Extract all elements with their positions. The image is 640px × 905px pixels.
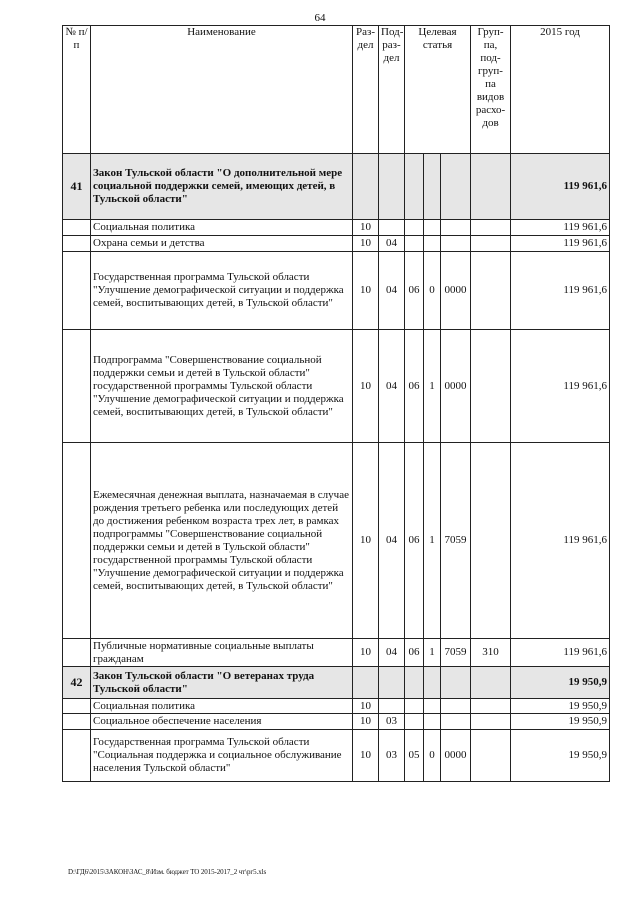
- row-expense-type: 310: [471, 639, 511, 667]
- header-row: [63, 26, 610, 154]
- table-row: [63, 443, 610, 639]
- row-number: 41: [63, 154, 91, 220]
- row-amount: 119 961,6: [511, 236, 610, 252]
- row-number: [63, 699, 91, 714]
- table-row: [63, 730, 610, 782]
- row-target-program: [405, 699, 424, 714]
- row-target-program: [405, 236, 424, 252]
- row-name: Государственная программа Тульской области "Улучшение демографической ситуации и поддержка семей, воспитывающих детей, в Тульской области": [91, 252, 353, 330]
- header-year: 2015 год: [511, 26, 610, 154]
- row-target-program: [405, 220, 424, 236]
- row-target-subprogram: 0: [424, 730, 441, 782]
- row-target-code: 7059: [441, 639, 471, 667]
- table-row: [63, 699, 610, 714]
- table-row: [63, 639, 610, 667]
- row-target-subprogram: [424, 220, 441, 236]
- row-expense-type: [471, 330, 511, 443]
- row-target-subprogram: [424, 714, 441, 730]
- row-number: [63, 330, 91, 443]
- row-amount: 19 950,9: [511, 667, 610, 699]
- row-subsection: [379, 154, 405, 220]
- row-name: Социальная политика: [91, 220, 353, 236]
- row-expense-type: [471, 236, 511, 252]
- row-target-program: 06: [405, 639, 424, 667]
- law-row: [63, 667, 610, 699]
- row-name: Ежемесячная денежная выплата, назначаемая в случае рождения третьего ребенка или последующих детей до достижения ребенком возраста трех лет, в рамках подпрограммы "Совершенствование социальной поддержки семьи и детей в Тульской области" государственной программы Тульской области "Улучшение демографической ситуации и поддержка семей, воспитывающих детей, в Тульской области": [91, 443, 353, 639]
- law-row: [63, 154, 610, 220]
- row-section: 10: [353, 220, 379, 236]
- row-target-code: 7059: [441, 443, 471, 639]
- row-subsection: 03: [379, 730, 405, 782]
- row-section: [353, 154, 379, 220]
- row-subsection: 04: [379, 236, 405, 252]
- row-expense-type: [471, 154, 511, 220]
- row-subsection: 03: [379, 714, 405, 730]
- row-section: 10: [353, 699, 379, 714]
- row-amount: 119 961,6: [511, 220, 610, 236]
- row-target-code: 0000: [441, 252, 471, 330]
- row-target-code: [441, 154, 471, 220]
- table-row: [63, 252, 610, 330]
- row-section: 10: [353, 443, 379, 639]
- row-amount: 119 961,6: [511, 443, 610, 639]
- row-name: Публичные нормативные социальные выплаты гражданам: [91, 639, 353, 667]
- row-number: [63, 252, 91, 330]
- row-target-program: [405, 154, 424, 220]
- row-section: 10: [353, 252, 379, 330]
- row-subsection: [379, 667, 405, 699]
- row-number: [63, 730, 91, 782]
- table-row: [63, 330, 610, 443]
- row-amount: 119 961,6: [511, 639, 610, 667]
- row-number: [63, 220, 91, 236]
- budget-table: [62, 25, 610, 782]
- row-number: [63, 236, 91, 252]
- row-expense-type: [471, 443, 511, 639]
- header-target: Целевая статья: [405, 26, 471, 154]
- row-section: [353, 667, 379, 699]
- header-section: Раз- дел: [353, 26, 379, 154]
- row-target-code: 0000: [441, 730, 471, 782]
- row-expense-type: [471, 730, 511, 782]
- row-target-code: [441, 699, 471, 714]
- header-group: Груп- па, под- груп- па видов расхо- дов: [471, 26, 511, 154]
- row-target-program: 06: [405, 330, 424, 443]
- row-section: 10: [353, 714, 379, 730]
- row-name: Социальное обеспечение населения: [91, 714, 353, 730]
- row-section: 10: [353, 330, 379, 443]
- row-target-program: 05: [405, 730, 424, 782]
- row-subsection: 04: [379, 443, 405, 639]
- table-row: [63, 236, 610, 252]
- row-target-program: 06: [405, 443, 424, 639]
- row-target-program: [405, 667, 424, 699]
- row-number: [63, 443, 91, 639]
- row-amount: 19 950,9: [511, 699, 610, 714]
- row-target-code: [441, 667, 471, 699]
- row-amount: 119 961,6: [511, 154, 610, 220]
- row-section: 10: [353, 730, 379, 782]
- row-subsection: 04: [379, 330, 405, 443]
- row-name: Закон Тульской области "О ветеранах труда Тульской области": [91, 667, 353, 699]
- row-target-code: [441, 236, 471, 252]
- row-target-subprogram: 0: [424, 252, 441, 330]
- row-subsection: [379, 220, 405, 236]
- table-row: [63, 714, 610, 730]
- page-number: 64: [314, 12, 326, 24]
- row-target-subprogram: [424, 154, 441, 220]
- row-expense-type: [471, 220, 511, 236]
- row-name: Подпрограмма "Совершенствование социальной поддержки семьи и детей в Тульской области" государственной программы Тульской области "Улучшение демографической ситуации и поддержка семей, воспитывающих детей, в Тульской области": [91, 330, 353, 443]
- row-name: Социальная политика: [91, 699, 353, 714]
- table-row: [63, 220, 610, 236]
- row-target-program: [405, 714, 424, 730]
- row-name: Закон Тульской области "О дополнительной мере социальной поддержки семей, имеющих детей, в Тульской области": [91, 154, 353, 220]
- row-target-subprogram: 1: [424, 443, 441, 639]
- row-number: [63, 714, 91, 730]
- row-amount: 119 961,6: [511, 252, 610, 330]
- row-target-code: [441, 220, 471, 236]
- row-target-program: 06: [405, 252, 424, 330]
- header-subsection: Под- раз- дел: [379, 26, 405, 154]
- table-body: [63, 154, 610, 782]
- row-target-subprogram: [424, 667, 441, 699]
- row-target-subprogram: [424, 236, 441, 252]
- row-expense-type: [471, 252, 511, 330]
- row-amount: 19 950,9: [511, 714, 610, 730]
- row-number: [63, 639, 91, 667]
- row-number: 42: [63, 667, 91, 699]
- row-section: 10: [353, 236, 379, 252]
- file-path-footer: D:\ГД6\2015\ЗАКОН\ЗАС_8\Изм. бюджет ТО 2015-2017_2 чт\рг5.xls: [68, 868, 267, 876]
- row-amount: 19 950,9: [511, 730, 610, 782]
- row-amount: 119 961,6: [511, 330, 610, 443]
- row-target-subprogram: 1: [424, 330, 441, 443]
- row-target-subprogram: 1: [424, 639, 441, 667]
- row-subsection: [379, 699, 405, 714]
- row-name: Государственная программа Тульской области "Социальная поддержка и социальное обслуживание населения Тульской области": [91, 730, 353, 782]
- row-target-code: 0000: [441, 330, 471, 443]
- row-name: Охрана семьи и детства: [91, 236, 353, 252]
- header-name: Наименование: [91, 26, 353, 154]
- row-subsection: 04: [379, 252, 405, 330]
- row-expense-type: [471, 667, 511, 699]
- row-target-subprogram: [424, 699, 441, 714]
- row-target-code: [441, 714, 471, 730]
- header-num: № п/п: [63, 26, 91, 154]
- row-expense-type: [471, 699, 511, 714]
- row-subsection: 04: [379, 639, 405, 667]
- row-section: 10: [353, 639, 379, 667]
- row-expense-type: [471, 714, 511, 730]
